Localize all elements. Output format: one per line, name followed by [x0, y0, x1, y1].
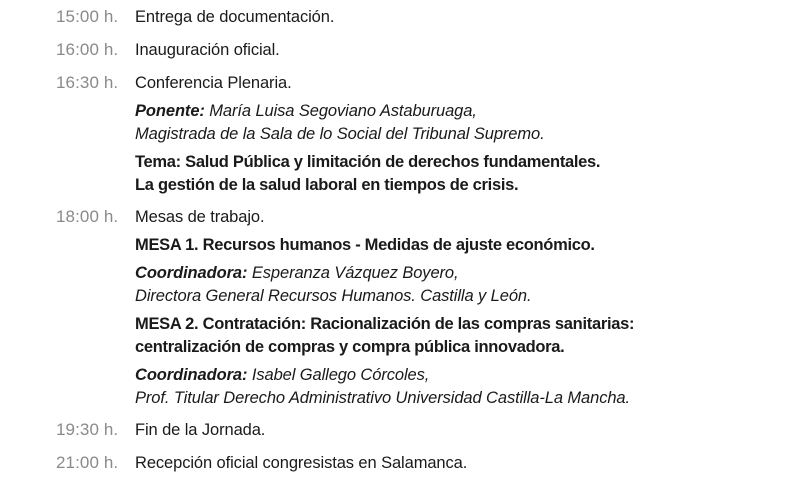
mesa2-coordinator-line [135, 365, 429, 385]
plenary-topic-line2: La gestión de la salud laboral en tiempos de crisis. [135, 176, 519, 194]
mesa2-coordinator-role: Prof. Titular Derecho Administrativo Universidad Castilla-La Mancha. [135, 389, 630, 407]
mesa1-coordinator-line [135, 263, 459, 283]
mesa2-coordinator-name: Isabel Gallego Córcoles, [247, 366, 430, 384]
speaker-name: María Luisa Segoviano Astaburuaga, [204, 102, 477, 120]
schedule-item-document-delivery: Entrega de documentación. [135, 8, 335, 26]
mesa1-title: MESA 1. Recursos humanos - Medidas de ajuste económico. [135, 236, 595, 254]
schedule-time-1630: 16:30 h. [56, 73, 119, 92]
schedule-time-1600: 16:00 h. [56, 40, 119, 59]
schedule-item-workshops: Mesas de trabajo. [135, 208, 265, 226]
mesa2-coordinator-label: Coordinadora: [135, 366, 248, 384]
mesa1-coordinator-label: Coordinadora: [135, 264, 248, 282]
schedule-item-opening: Inauguración oficial. [135, 41, 280, 59]
schedule-time-1930: 19:30 h. [56, 420, 119, 439]
mesa2-title-line2: centralización de compras y compra pública innovadora. [135, 338, 565, 356]
schedule-time-1500: 15:00 h. [56, 7, 119, 26]
speaker-line [135, 101, 477, 121]
schedule-item-reception: Recepción oficial congresistas en Salamanca. [135, 454, 468, 472]
schedule-time-1800: 18:00 h. [56, 207, 119, 226]
mesa2-title-line1: MESA 2. Contratación: Racionalización de las compras sanitarias: [135, 315, 635, 333]
mesa1-coordinator-role: Directora General Recursos Humanos. Castilla y León. [135, 287, 532, 305]
schedule-time-2100: 21:00 h. [56, 453, 119, 472]
schedule-item-closing: Fin de la Jornada. [135, 421, 266, 439]
plenary-topic-line1: Tema: Salud Pública y limitación de derechos fundamentales. [135, 153, 601, 171]
mesa1-coordinator-name: Esperanza Vázquez Boyero, [247, 264, 459, 282]
speaker-role: Magistrada de la Sala de lo Social del Tribunal Supremo. [135, 125, 545, 143]
speaker-label: Ponente: [135, 102, 205, 120]
schedule-item-plenary: Conferencia Plenaria. [135, 74, 292, 92]
